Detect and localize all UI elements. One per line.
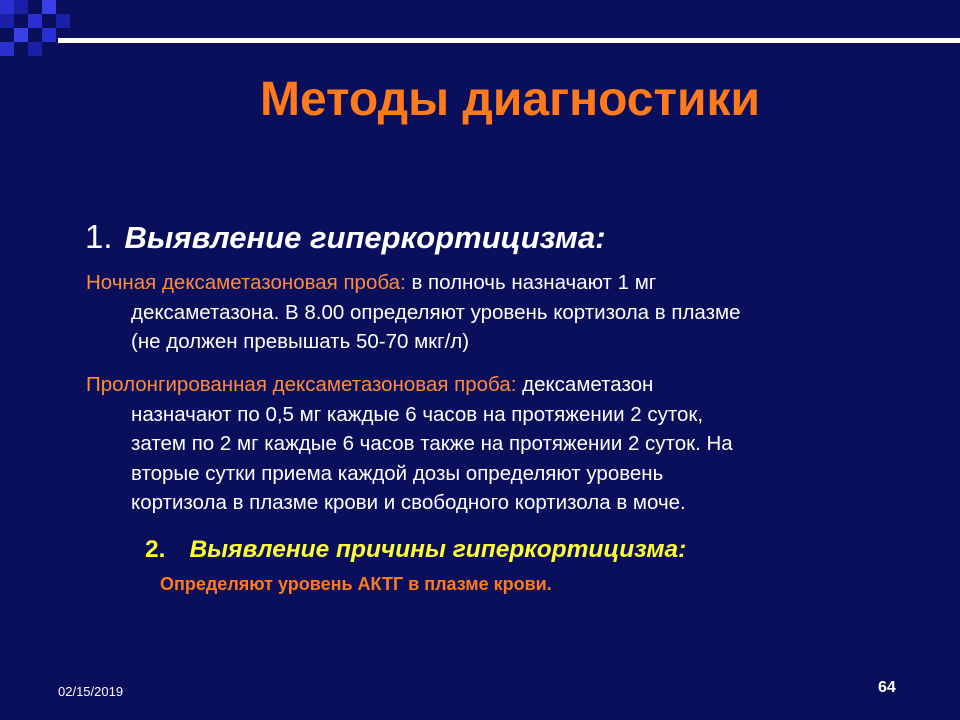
section2-heading-text: Выявление причины гиперкортицизма: bbox=[189, 536, 687, 563]
section2-heading bbox=[145, 536, 686, 564]
paragraph-line: Ночная дексаметазоновая проба: в полночь назначают 1 мг bbox=[86, 271, 657, 294]
paragraph-lead: Ночная дексаметазоновая проба: bbox=[86, 271, 406, 294]
decor-square bbox=[28, 42, 42, 56]
decor-square bbox=[0, 14, 14, 28]
decor-square bbox=[14, 28, 28, 42]
slide-title: Методы диагностики bbox=[260, 73, 760, 126]
paragraph-night-test bbox=[86, 268, 946, 357]
decor-square bbox=[0, 0, 14, 14]
decor-square bbox=[28, 14, 42, 28]
paragraph-line: вторые сутки приема каждой дозы определяют уровень bbox=[131, 461, 664, 485]
section1-number: 1. bbox=[85, 218, 113, 255]
decor-square bbox=[14, 0, 28, 14]
page-number: 64 bbox=[878, 679, 896, 696]
decor-square bbox=[42, 28, 56, 42]
decor-square bbox=[42, 0, 56, 14]
paragraph-prolonged-test bbox=[86, 370, 946, 518]
paragraph-line: затем по 2 мг каждые 6 часов также на протяжении 2 суток. На bbox=[131, 432, 733, 455]
paragraph-line: Пролонгированная дексаметазоновая проба: дексаметазон bbox=[86, 373, 654, 396]
paragraph-line: дексаметазона. В 8.00 определяют уровень кортизола в плазме bbox=[131, 300, 741, 324]
top-rule bbox=[58, 38, 960, 43]
paragraph-line: (не должен превышать 50-70 мкг/л) bbox=[131, 330, 470, 353]
section1-heading-text: Выявление гиперкортицизма: bbox=[124, 220, 606, 255]
footer-date: 02/15/2019 bbox=[58, 684, 124, 699]
decor-square bbox=[0, 42, 14, 56]
paragraph-line: назначают по 0,5 мг каждые 6 часов на протяжении 2 суток, bbox=[131, 402, 704, 426]
decor-square bbox=[56, 14, 70, 28]
section1-heading bbox=[85, 218, 606, 256]
section2-number: 2. bbox=[145, 536, 166, 563]
paragraph-lead: Пролонгированная дексаметазоновая проба: bbox=[86, 373, 517, 396]
paragraph-line: кортизола в плазме крови и свободного кортизола в моче. bbox=[131, 491, 686, 514]
section2-text: Определяют уровень АКТГ в плазме крови. bbox=[160, 574, 552, 594]
